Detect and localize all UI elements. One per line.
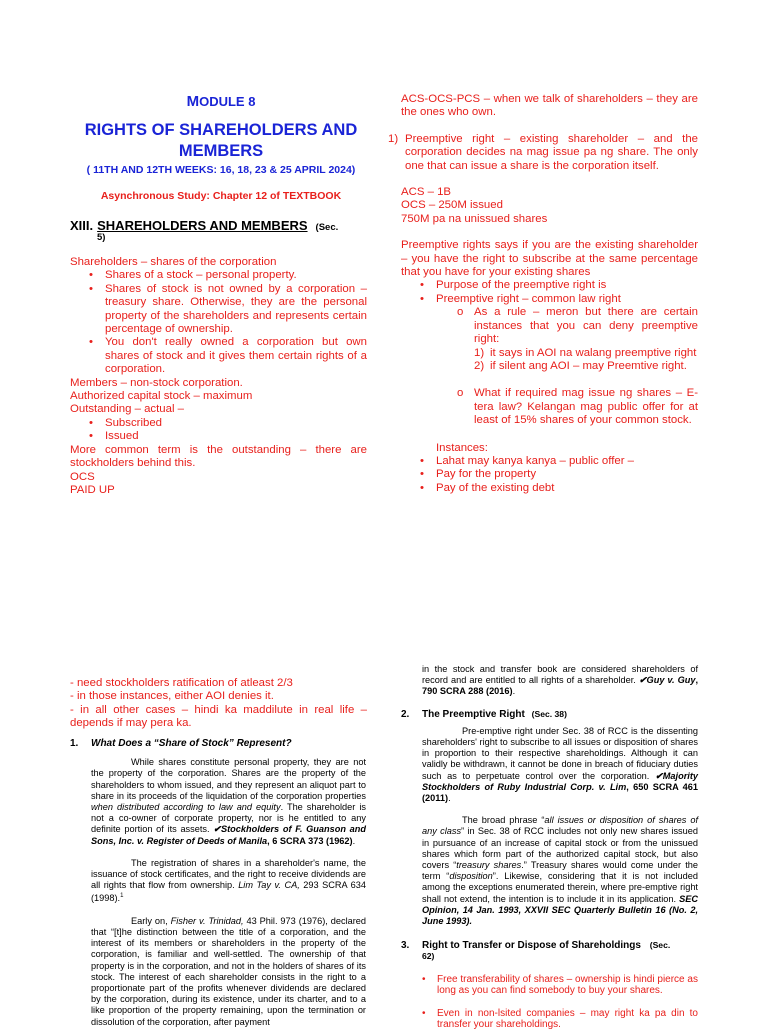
list-item: • Shares of stock is not owned by a corporation – treasury share. Otherwise, they are the personal property of the shareholders and represents certain percentage of ownership. [70, 283, 367, 337]
sub-item: o As a rule – meron but there are certain instances that you can deny preemptive right: [401, 306, 698, 346]
list-item: • Pay for the property [401, 468, 698, 481]
page-title: RIGHTS OF SHAREHOLDERS AND MEMBERS [84, 121, 358, 160]
textbook-left [70, 738, 366, 1028]
list-item: • Preemptive right – common law right [401, 293, 698, 306]
weeks-subtitle: ( 11TH AND 12TH WEEKS: 16, 18, 23 & 25 APRIL 2024) [86, 164, 356, 176]
list-item: • Issued [70, 430, 367, 443]
members-line: Members – non-stock corporation. [70, 376, 243, 389]
async-study-note: Asynchronous Study: Chapter 12 of TEXTBOOK [100, 190, 342, 202]
list-item: • Subscribed [70, 417, 367, 430]
heading-share-of-stock: 1. What Does a “Share of Stock” Represent? [70, 738, 292, 749]
paragraph: While shares constitute personal property, they are not the property of the corporation. Shares are the property of the shareholders to whom issued, and they represent an aliquot part to share in its proceeds of the liquidation of the corporation properties when distributed according to law and equity. The shareholder is not a co-owner of corporate property, nor is he entitled to any definite portion of its assets. ✔Stockholders of F. Guanson and Sons, Inc. v. Register of Deeds of Manila, 6 SCRA 373 (1962). The registration of shares in a shareholder's name, the issuance of stock certificates, and the right to receive dividends are all rights that flow from ownership. Lim Tay v. CA, 293 SCRA 634 (1998).$^1$ Early on, Fisher v. Trinidad, 43 Phil. 973 (1976), declared that “[t]he distinction between the title of a corporation, and the interest of its members or shareholders in the property of the corporation, is familiar and well-settled. The ownership of that property is in the corporation, and not in the holders of shares of its stock. The interest of each shareholder consists in the right to a proportionate part of the profits whenever dividends are declared by the corporation, during its existence, under its charter, and to a like proportion of the property remaining, upon the termination or dissolution of the corporation, after payment [91, 757, 367, 1027]
unissued-line: 750M pa na unissued shares [401, 212, 548, 225]
red-note-line: - in all other cases – hindi ka maddilute in real life – depends if may pera ka. [70, 703, 367, 730]
list-item: • Purpose of the preemptive right is [401, 279, 698, 292]
shareholders-line: Shareholders – shares of the corporation [70, 256, 277, 268]
section-heading: XIII. SHAREHOLDERS AND MEMBERS (Sec. 5) [70, 218, 339, 243]
instances-label: Instances: [436, 441, 488, 454]
ocs-line: OCS – 250M issued [401, 199, 503, 212]
red-note-line: - need stockholders ratification of atleast 2/3 [70, 677, 293, 689]
acs-ocs-pcs-line: ACS-OCS-PCS – when we talk of shareholders – they are the ones who own. [401, 93, 698, 119]
list-item: • Lahat may kanya kanya – public offer – [401, 455, 698, 468]
common-term-line: More common term is the outstanding – there are stockholders behind this. [70, 443, 367, 470]
list-item: • You don't really owned a corporation but own shares of stock and it gives them certain rights of a corporation. [70, 336, 367, 376]
heading-right-to-transfer: 3. Right to Transfer or Dispose of Shareholdings (Sec. 62) [401, 940, 671, 962]
list-item: • Shares of a stock – personal property. [70, 269, 367, 282]
sub-item: o What if required mag issue ng shares – E-tera law? Kelangan mag public offer for at least of 15% shares of your common stock. [401, 387, 698, 427]
list-item: • Pay of the existing debt [401, 482, 698, 495]
paragraph: in the stock and transfer book are considered shareholders of record and are entitled to all rights of a shareholder. ✔Guy v. Guy, 790 SCRA 288 (2016). [422, 664, 698, 697]
outstanding-line: Outstanding – actual – [70, 403, 184, 416]
paid-up-line: PAID UP [70, 483, 115, 496]
sub-numbered-1: 1) it says in AOI na walang preemptive right [474, 346, 697, 359]
heading-preemptive-right: 2. The Preemptive Right (Sec. 38) [401, 708, 567, 720]
paragraph: Pre-emptive right under Sec. 38 of RCC is the dissenting shareholders' right to subscribe to all issues or disposition of shares in proportion to their respective shareholdings. Although it can validly be withdrawn, it cannot be done in breach of fiduciary duties such as to perpetuate control over the corporation. ✔Majority Stockholders of Ruby Industrial Corp. v. Lim, 650 SCRA 461 (2011). The broad phrase “all issues or disposition of shares of any class” in Sec. 38 of RCC includes not only new shares issued in pursuance of an increase of capital stock or from the unissued shares which form part of the authorized capital stock, but also covers “treasury shares.” Treasury shares would come under the term “disposition”. Likewise, considering that it is not included among the exceptions enumerated therein, where pre-emptive right shall not extend, the intention is to include it in its application. SEC Opinion, 14 Jan. 1993, XXVII SEC Quarterly Bulletin 16 (No. 2, June 1993). [422, 725, 699, 927]
acs-1b-line: ACS – 1B [401, 186, 452, 199]
right-notes [388, 93, 698, 495]
list-item: • Even in non-lsited companies – may right ka pa din to transfer your shareholdings. [401, 1008, 698, 1031]
preemptive-says: Preemptive rights says if you are the existing shareholder – you have the right to subscribe at the same percentage that you have for your existing shares [401, 239, 698, 279]
textbook-right [401, 664, 698, 1031]
module-label: MODULE 8 [186, 93, 256, 110]
red-note-line: - in those instances, either AOI denies it. [70, 690, 274, 703]
sub-numbered-2: 2) if silent ang AOI – may Preemtive right. [474, 359, 687, 372]
preemptive-numbered: 1) Preemptive right – existing shareholder – and the corporation decides na mag issue pa ng share. The only one that can issue a share is the corporation itself. [388, 132, 698, 172]
red-notes [70, 677, 367, 731]
ocs-line: OCS [70, 470, 95, 483]
left-notes [70, 256, 367, 497]
authorized-line: Authorized capital stock – maximum [70, 390, 253, 403]
list-item: • Free transferability of shares – ownership is hindi pierce as long as you can find somebody to buy your shares. [401, 974, 698, 997]
